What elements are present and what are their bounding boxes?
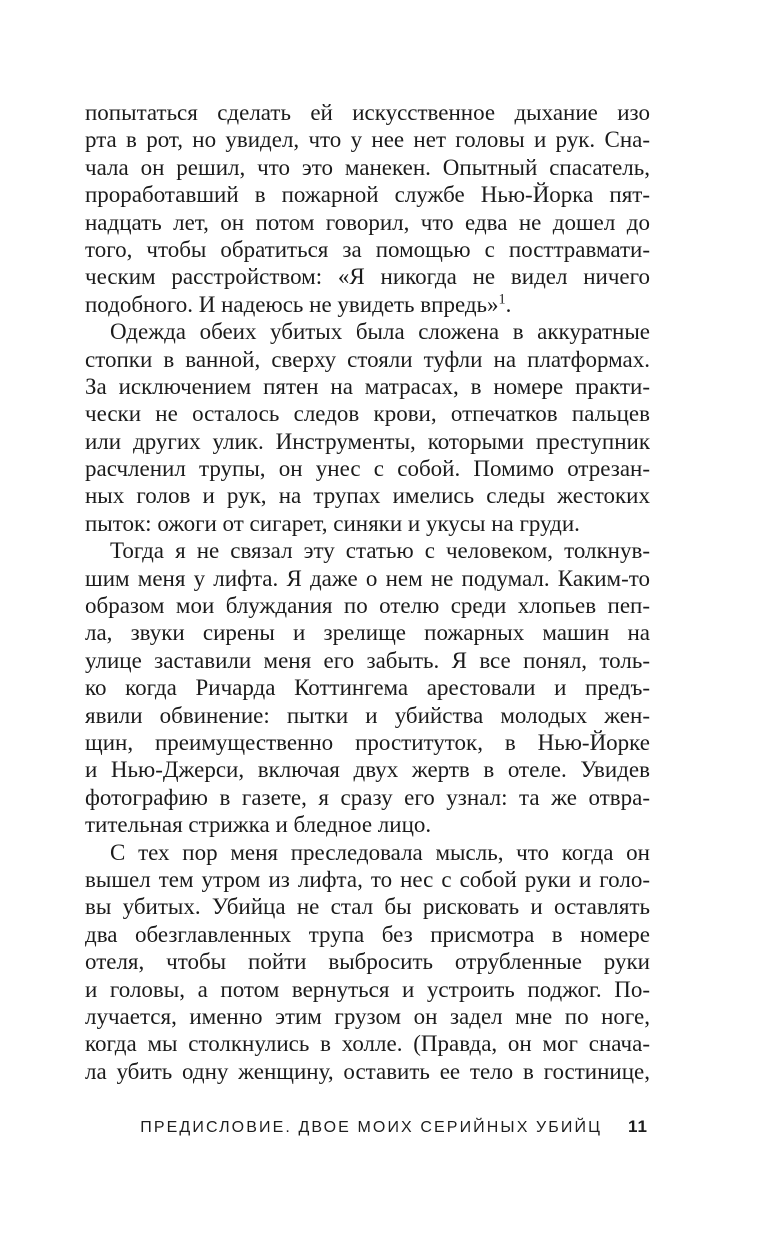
text-line: чески не осталось следов крови, отпечатков пальцев — [85, 401, 650, 427]
text-line: С тех пор меня преследовала мысль, что когда он — [110, 839, 650, 865]
text-line: вы убитых. Убийца не стал бы рисковать и оставлять — [85, 894, 650, 920]
page-text — [85, 99, 650, 1085]
text-line: ческим расстройством: «Я никогда не видел ничего — [85, 264, 650, 290]
text-line: явили обвинение: пытки и убийства молодых жен- — [85, 702, 650, 728]
text-line: ко когда Ричарда Коттингема арестовали и предъ- — [85, 675, 650, 701]
text-line: Тогда я не связал эту статью с человеком, толкнув- — [110, 538, 650, 564]
text-line: образом мои блуждания по отелю среди хлопьев пеп- — [85, 593, 650, 619]
text-line: расчленил трупы, он унес с собой. Помимо отрезан- — [85, 456, 650, 482]
text-line: За исключением пятен на матрасах, в номере практи- — [85, 373, 650, 399]
text-line: фотографию в газете, я сразу его узнал: та же отвра- — [85, 784, 650, 810]
text-line: попытаться сделать ей искусственное дыхание изо — [85, 100, 650, 125]
text-line: тительная стрижка и бледное лицо. — [85, 812, 432, 838]
paragraph — [85, 318, 650, 537]
text-line: шим меня у лифта. Я даже о нем не подумал. Каким-то — [85, 565, 650, 591]
footer-page-number: 11 — [628, 1117, 648, 1136]
running-footer — [140, 1117, 648, 1137]
text-line: два обезглавленных трупа без присмотра в номере — [85, 921, 650, 947]
text-line: надцать лет, он потом говорил, что едва не дошел до — [85, 209, 650, 235]
text-line: когда мы столкнулись в холле. (Правда, он мог снача- — [85, 1031, 650, 1057]
footer-chapter-title: ПРЕДИСЛОВИЕ. ДВОЕ МОИХ СЕРИЙНЫХ УБИЙЦ — [140, 1119, 603, 1136]
text-line: вышел тем утром из лифта, то нес с собой руки и голо- — [85, 866, 650, 892]
text-line: лучается, именно этим грузом он задел мне по ноге, — [85, 1003, 650, 1029]
text-line: проработавший в пожарной службе Нью-Йорка пят- — [85, 182, 650, 208]
text-line: ла, звуки сирены и зрелище пожарных машин на — [85, 620, 650, 646]
paragraph — [85, 99, 650, 318]
text-line: пыток: ожоги от сигарет, синяки и укусы на груди. — [85, 510, 580, 536]
text-line: ла убить одну женщину, оставить ее тело в гостинице, — [85, 1058, 650, 1084]
text-line: Одежда обеих убитых была сложена в аккуратные — [110, 319, 650, 345]
text-line: стопки в ванной, сверху стояли туфли на платформах. — [85, 346, 650, 372]
text-line: ных голов и рук, на трупах имелись следы жестоких — [85, 483, 650, 509]
paragraph — [85, 537, 650, 838]
text-line: и Нью-Джерси, включая двух жертв в отеле. Увидев — [85, 757, 650, 783]
text-line: отеля, чтобы пойти выбросить отрубленные руки — [85, 949, 650, 975]
text-line: рта в рот, но увидел, что у нее нет головы и рук. Сна- — [85, 127, 650, 153]
paragraph — [85, 839, 650, 1086]
text-line: и головы, а потом вернуться и устроить поджог. По- — [85, 976, 650, 1002]
text-line: щин, преимущественно проституток, в Нью-Йорке — [85, 729, 650, 755]
text-line: или других улик. Инструменты, которыми преступник — [85, 428, 650, 454]
text-line: чала он решил, что это манекен. Опытный спасатель, — [85, 154, 650, 180]
text-line: того, чтобы обратиться за помощью с посттравмати- — [85, 236, 650, 262]
text-line: улице заставили меня его забыть. Я все понял, толь- — [85, 647, 650, 673]
text-line: подобного. И надеюсь не увидеть впредь»$^1$. — [85, 291, 512, 317]
footnote-marker: 1 — [498, 291, 506, 308]
